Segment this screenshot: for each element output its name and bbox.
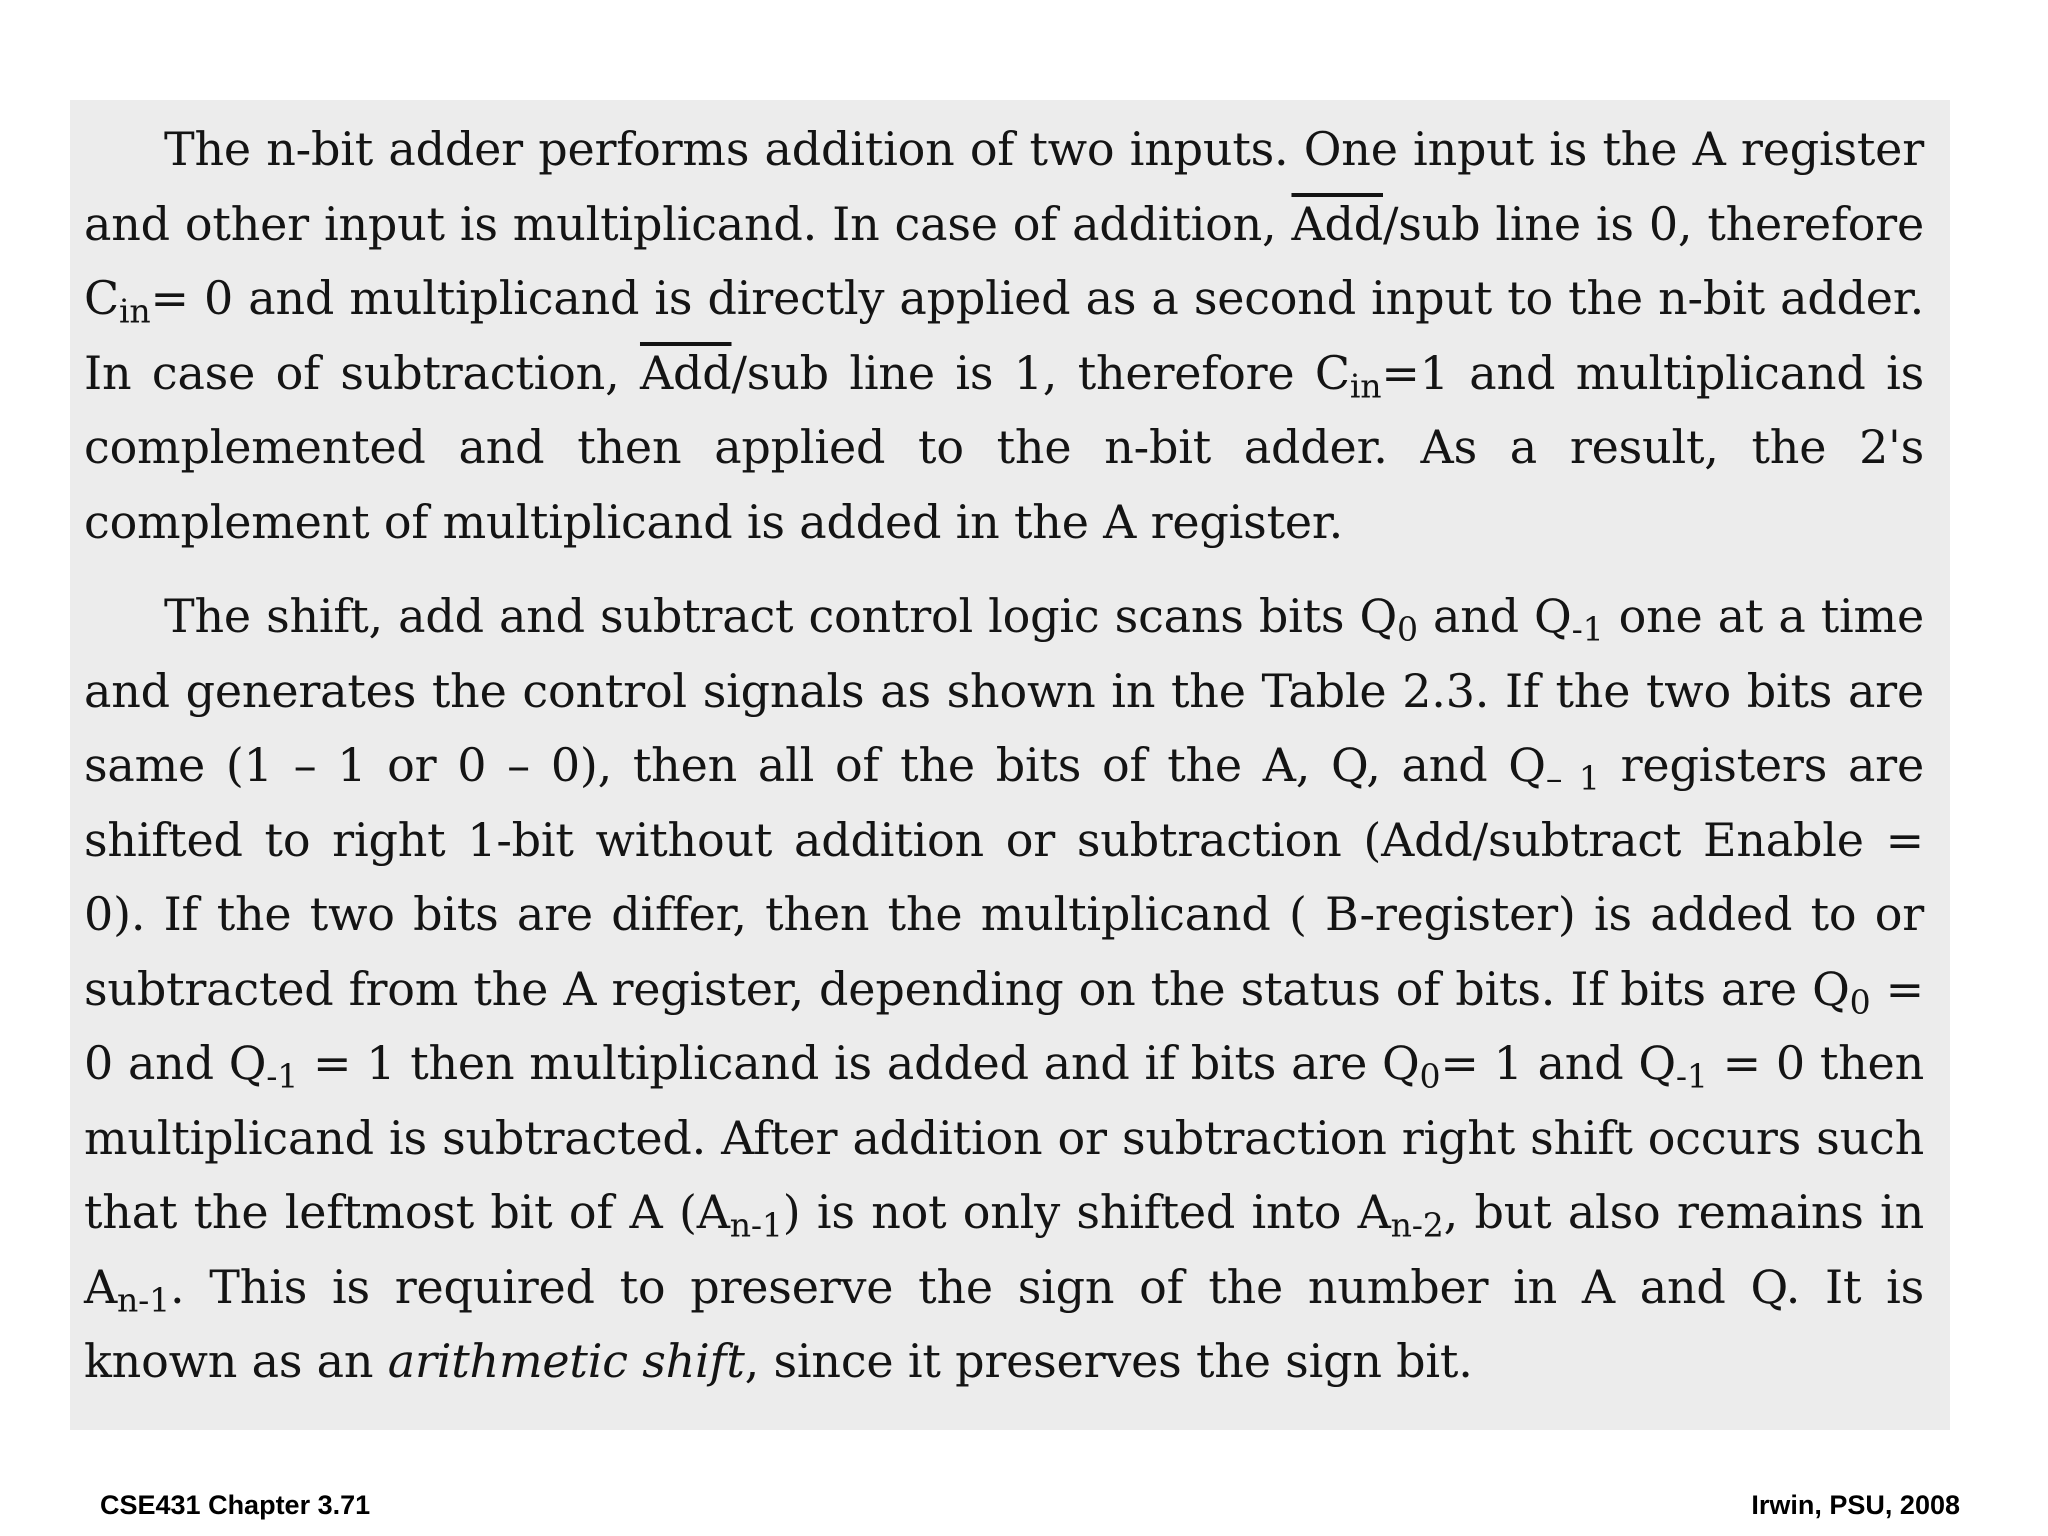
text-run: , since it preserves the sign bit. bbox=[744, 1334, 1473, 1388]
emphasis-arithmetic-shift: arithmetic shift bbox=[387, 1334, 745, 1388]
subscript: 0 bbox=[1396, 609, 1418, 649]
subscript: 0 bbox=[1419, 1056, 1441, 1096]
text-run: and Q bbox=[1417, 589, 1572, 643]
subscript: n-1 bbox=[117, 1279, 171, 1319]
text-run: /sub line is 0, therefore C bbox=[84, 196, 1924, 325]
subscript: -1 bbox=[266, 1056, 299, 1096]
text-run: = 1 and Q bbox=[1440, 1036, 1676, 1090]
subscript: in bbox=[1349, 365, 1382, 405]
text-run: ) is not only shifted into A bbox=[782, 1185, 1391, 1239]
subscript: n-2 bbox=[1390, 1205, 1444, 1245]
subscript: -1 bbox=[1571, 609, 1604, 649]
text-run: = 1 then multiplicand is added and if bits are Q bbox=[298, 1036, 1420, 1090]
text-run: registers are shifted to right 1-bit without addition or subtraction (Add/subtract Enable = 0). If the two bits are differ, then the multiplicand ( B-register) is added to or subtracted from the A register, depending on the status of bits. If bits are Q bbox=[84, 738, 1924, 1016]
add-overline-text: $\overline{Add}$ bbox=[1291, 196, 1383, 251]
text-run: =1 and multiplicand is complemented and then applied to the n-bit adder. As a result, the 2's complement of multiplicand is added in the A register. bbox=[84, 345, 1924, 549]
footer-author-credit: Irwin, PSU, 2008 bbox=[1751, 1490, 1960, 1520]
add-overline-text: $\overline{Add}$ bbox=[639, 345, 732, 400]
text-run: /sub line is 1, therefore C bbox=[731, 345, 1350, 400]
text-run: , but also remains in A bbox=[84, 1185, 1924, 1314]
text-run: The shift, add and subtract control logic scans bits Q bbox=[164, 589, 1397, 643]
text-run: . This is required to preserve the sign of the number in A and Q. It is known as an bbox=[84, 1259, 1924, 1388]
subscript: n-1 bbox=[729, 1205, 783, 1245]
text-run: one at a time and generates the control signals as shown in the Table 2.3. If the two bits are same (1 – 1 or 0 – 0), then all of the bits of the A, Q, and Q bbox=[84, 589, 1924, 792]
subscript: -1 bbox=[1675, 1056, 1708, 1096]
footer-course-chapter: CSE431 Chapter 3.71 bbox=[100, 1490, 371, 1520]
text-run: The n-bit adder performs addition of two inputs. One input is the A register and other input is multiplicand. In case of addition, bbox=[84, 122, 1924, 251]
text-run: = 0 and multiplicand is directly applied as a second input to the n-bit adder. In case of subtraction, bbox=[84, 271, 1924, 400]
subscript: in bbox=[119, 291, 151, 331]
text-run: = 0 and Q bbox=[84, 961, 1925, 1090]
text-run: = 0 then multiplicand is subtracted. After addition or subtraction right shift occurs such that the leftmost bit of A (A bbox=[84, 1036, 1924, 1239]
body-text bbox=[84, 112, 1924, 1399]
paragraph-adder bbox=[84, 112, 1924, 559]
subscript: 0 bbox=[1849, 981, 1871, 1021]
paragraph-control-logic bbox=[84, 579, 1924, 1399]
subscript: – 1 bbox=[1545, 758, 1600, 798]
